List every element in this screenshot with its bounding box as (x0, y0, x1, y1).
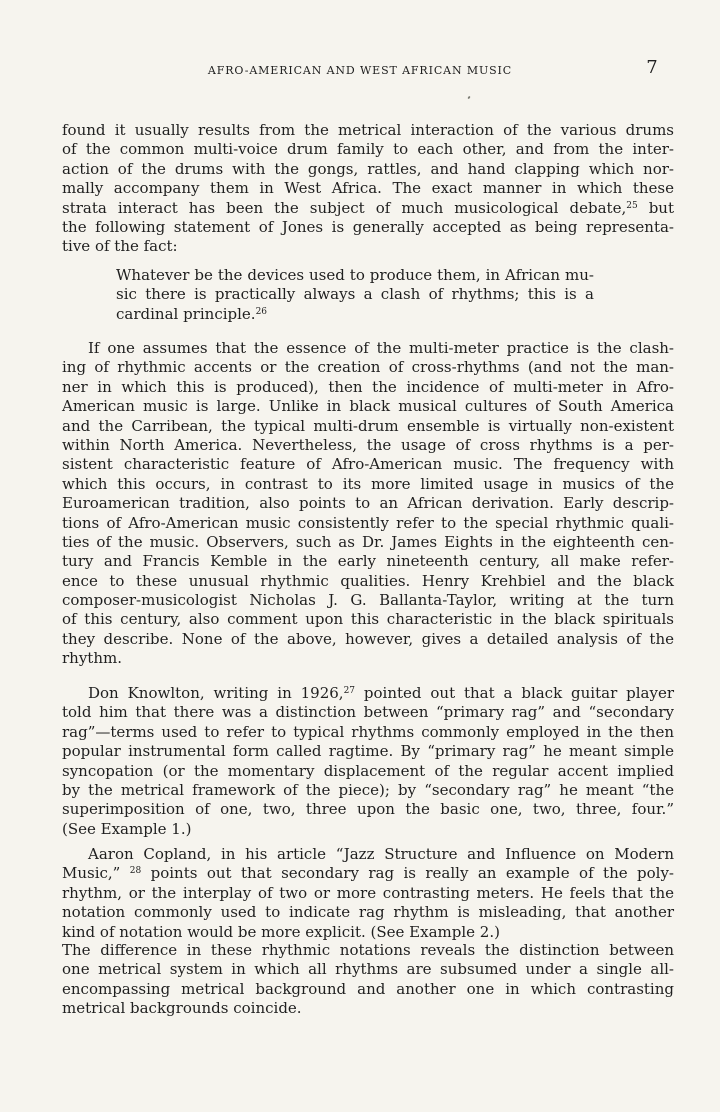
line-text: American music is large. Unlike in black musical cultures of South America (62, 397, 674, 416)
paragraph-notations (62, 941, 674, 1019)
text-line (62, 494, 674, 513)
text-line (62, 723, 674, 742)
line-text: Euroamerican tradition, also points to an African derivation. Early descrip- (62, 494, 674, 513)
line-text: the following statement of Jones is generally accepted as being representa- (62, 217, 674, 236)
text-line (62, 199, 674, 218)
paragraph-multi-meter (62, 339, 674, 669)
line-text: (See Example 1.) (62, 819, 192, 838)
text-line (116, 266, 594, 285)
line-text: ing of rhythmic accents or the creation of cross-rhythms (and not the man- (62, 358, 674, 377)
text-line (62, 218, 674, 237)
line-text: encompassing metrical background and another one in which contrasting (62, 979, 674, 998)
text-line (62, 781, 674, 800)
text-line (62, 610, 674, 629)
text-line (62, 160, 674, 179)
footnote-marker: 25 (626, 200, 638, 211)
line-text: Music,” (62, 864, 130, 883)
text-line (62, 923, 674, 942)
footnote-marker: 28 (129, 866, 142, 877)
line-text: Whatever be the devices used to produce them, in African mu- (116, 266, 594, 284)
text-line (62, 941, 674, 960)
line-text: mally accompany them in West Africa. The exact manner in which these (62, 179, 674, 198)
line-text: rhythm, or the interplay of two or more contrasting meters. He feels that the (62, 883, 674, 902)
block-quote-jones (116, 266, 594, 324)
line-text: popular instrumental form called ragtime. By “primary rag” he meant simple (62, 742, 674, 761)
text-line (62, 533, 674, 552)
text-line (62, 845, 674, 864)
line-text: they describe. None of the above, however, gives a detailed analysis of the (62, 629, 674, 648)
line-text: Don Knowlton, writing in 1926, (88, 684, 344, 702)
text-line (62, 800, 674, 819)
line-text: tions of Afro-American music consistently refer to the special rhythmic quali- (62, 513, 674, 532)
line-text: of the common multi-voice drum family to each other, and from the inter- (62, 140, 674, 159)
text-line (62, 820, 674, 839)
line-text-continued: pointed out that a black guitar player (355, 684, 674, 702)
line-text: The difference in these rhythmic notations reveals the distinction between (62, 941, 674, 959)
text-line (62, 436, 674, 455)
text-line (62, 397, 674, 416)
text-line (62, 378, 674, 397)
line-text: by the metrical framework of the piece); by “secondary rag” he meant “the (62, 780, 674, 799)
text-line (62, 630, 674, 649)
line-text: rag”—terms used to refer to typical rhythms commonly employed in the then (62, 722, 674, 741)
text-line (62, 237, 674, 256)
text-line (62, 742, 674, 761)
text-line (62, 864, 674, 883)
line-text: metrical backgrounds coincide. (62, 999, 302, 1018)
paragraph-knowlton (62, 684, 674, 839)
paragraph-copland (62, 845, 674, 942)
line-text: cardinal principle. (116, 304, 256, 323)
text-line (62, 703, 674, 722)
line-text: and the Carribean, the typical multi-drum ensemble is virtually non-existent (62, 416, 674, 435)
page-number: 7 (646, 57, 658, 78)
text-line (62, 121, 674, 140)
running-head: AFRO-AMERICAN AND WEST AFRICAN MUSIC (207, 64, 513, 77)
text-line (62, 552, 674, 571)
line-text: tive of the fact: (62, 237, 178, 256)
text-line (62, 475, 674, 494)
line-text: tury and Francis Kemble in the early nineteenth century, all make refer- (62, 552, 674, 571)
text-line (62, 999, 674, 1018)
footnote-marker: 27 (343, 686, 356, 696)
paragraph-continuation (62, 121, 674, 257)
text-line (116, 305, 594, 324)
text-line (62, 980, 674, 999)
text-line (62, 358, 674, 377)
line-text: strata interact has been the subject of much musicological debate, (62, 198, 627, 217)
text-line (62, 649, 674, 668)
line-text: one metrical system in which all rhythms are subsumed under a single all- (62, 960, 674, 979)
line-text-continued: points out that secondary rag is really an example of the poly- (141, 864, 674, 883)
ink-speck (467, 96, 470, 100)
line-text: If one assumes that the essence of the multi-meter practice is the clash- (88, 339, 674, 357)
text-line (62, 762, 674, 781)
text-line (62, 684, 674, 703)
line-text: ties of the music. Observers, such as Dr. James Eights in the eighteenth cen- (62, 532, 674, 551)
text-line (62, 514, 674, 533)
line-text: ence to these unusual rhythmic qualities. Henry Krehbiel and the black (62, 571, 674, 590)
text-line (62, 903, 674, 922)
text-line (62, 455, 674, 474)
text-line (62, 572, 674, 591)
text-line (116, 285, 594, 304)
text-line (62, 417, 674, 436)
line-text: notation commonly used to indicate rag rhythm is misleading, that another (62, 903, 674, 922)
text-line (62, 179, 674, 198)
line-text: within North America. Nevertheless, the usage of cross rhythms is a per- (62, 435, 674, 454)
footnote-marker: 26 (255, 306, 268, 317)
line-text: sic there is practically always a clash of rhythms; this is a (116, 285, 594, 304)
text-line (62, 339, 674, 358)
line-text: syncopation (or the momentary displacement of the regular accent implied (62, 761, 674, 780)
line-text: superimposition of one, two, three upon the basic one, two, three, four.” (62, 800, 674, 819)
line-text: Aaron Copland, in his article “Jazz Structure and Influence on Modern (88, 845, 674, 863)
text-line (62, 960, 674, 979)
line-text: rhythm. (62, 649, 122, 668)
text-line (62, 140, 674, 159)
line-text: ner in which this is produced), then the incidence of multi-meter in Afro- (62, 377, 674, 396)
line-text: kind of notation would be more explicit. (See Example 2.) (62, 922, 500, 941)
line-text: of this century, also comment upon this characteristic in the black spirituals (62, 610, 674, 629)
line-text: composer-musicologist Nicholas J. G. Ballanta-Taylor, writing at the turn (62, 591, 674, 610)
line-text-continued: but (637, 198, 674, 217)
text-line (62, 591, 674, 610)
line-text: found it usually results from the metrical interaction of the various drums (62, 121, 674, 139)
text-line (62, 884, 674, 903)
line-text: told him that there was a distinction between “primary rag” and “secondary (62, 703, 674, 722)
line-text: sistent characteristic feature of Afro-American music. The frequency with (62, 455, 674, 474)
line-text: which this occurs, in contrast to its more limited usage in musics of the (62, 474, 674, 493)
line-text: action of the drums with the gongs, rattles, and hand clapping which nor- (62, 159, 674, 178)
